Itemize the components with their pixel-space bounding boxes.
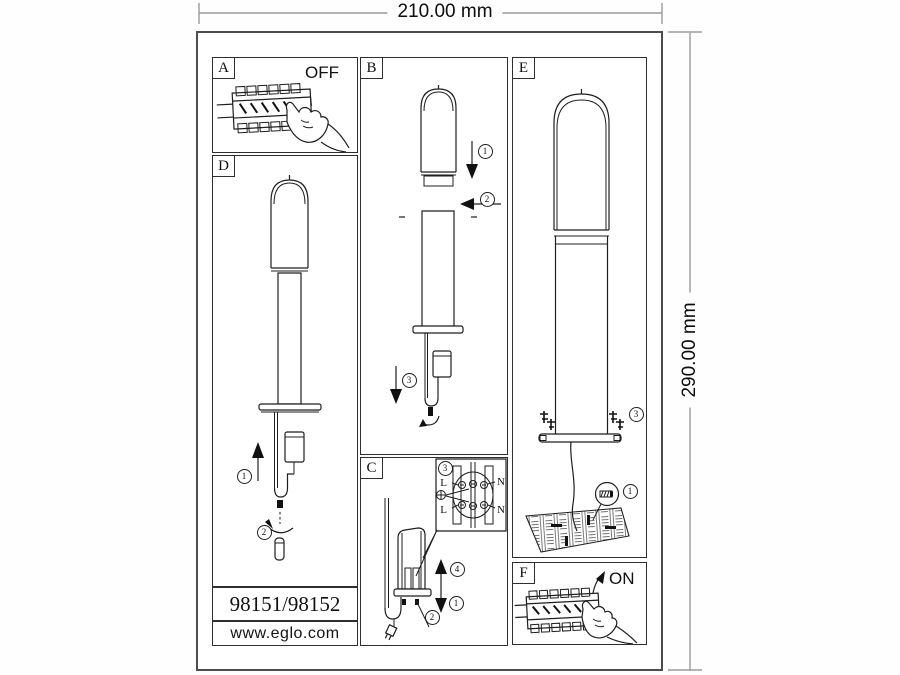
lamp-post <box>399 211 477 333</box>
step-badge: 3 <box>438 461 453 476</box>
step-badge: 3 <box>629 407 644 422</box>
panel-e <box>512 57 647 558</box>
panel-d-label: D <box>212 155 235 177</box>
step-badge: 1 <box>237 469 252 484</box>
panel-d <box>212 155 358 587</box>
arrow-up-down-icon <box>435 559 447 613</box>
panel-b <box>360 57 508 455</box>
step-badge: 2 <box>425 610 440 625</box>
lamp-head <box>271 175 308 271</box>
model-number-text: 98151/98152 <box>229 591 341 616</box>
step-badge: 1 <box>623 484 638 499</box>
panel-c <box>360 457 508 646</box>
screws-icon <box>540 411 624 430</box>
height-dimension-label: 290.00 mm <box>679 292 701 407</box>
step-badge: 3 <box>402 373 417 388</box>
lamp-head <box>421 85 456 186</box>
terminal-label-N: N <box>497 504 505 516</box>
terminal-label-N: N <box>497 476 505 488</box>
wall-plug-icon <box>600 491 613 497</box>
cable-hook <box>425 333 451 406</box>
terminal-label-L: L <box>440 477 447 489</box>
terminal-label-L: L <box>440 504 447 516</box>
earth-symbol-icon <box>437 491 446 500</box>
arrow-down-icon <box>466 141 478 179</box>
arrow-up-icon <box>252 442 264 481</box>
step-badge: 1 <box>478 144 493 159</box>
website <box>212 621 358 646</box>
panel-f-label: F <box>512 562 535 584</box>
plug-icon <box>384 625 397 641</box>
website-text: www.eglo.com <box>230 624 340 642</box>
bollard-lamp-drawing <box>213 156 357 586</box>
lamp-head <box>554 89 609 236</box>
width-dimension-label: 210.00 mm <box>387 1 502 23</box>
assembly-drawing <box>361 58 507 454</box>
panel-c-label: C <box>360 457 383 479</box>
lamp-body <box>539 236 621 442</box>
model-number <box>212 587 358 621</box>
panel-b-label: B <box>360 57 383 79</box>
step-badge: 2 <box>257 525 272 540</box>
step-badge: 4 <box>450 562 465 577</box>
installed-lamp-drawing <box>513 58 646 557</box>
panel-e-label: E <box>512 57 535 79</box>
panel-a-label: A <box>212 57 235 79</box>
hand-icon <box>286 102 349 152</box>
connector-housing <box>394 528 437 605</box>
step-badge: 2 <box>480 192 495 207</box>
arrow-down-icon <box>390 366 402 404</box>
ground-spike <box>275 538 284 560</box>
arrow-up-icon <box>593 571 605 593</box>
power-off-label: OFF <box>305 63 339 82</box>
panel-a <box>212 57 358 153</box>
step-badge: 1 <box>449 596 464 611</box>
anchor-hook <box>275 412 305 508</box>
hand-icon <box>582 601 637 644</box>
power-on-label: ON <box>609 569 635 588</box>
panel-f <box>512 562 647 645</box>
rotate-arrow-icon <box>419 407 439 427</box>
lamp-post <box>259 273 321 412</box>
ground-patch <box>526 508 629 552</box>
